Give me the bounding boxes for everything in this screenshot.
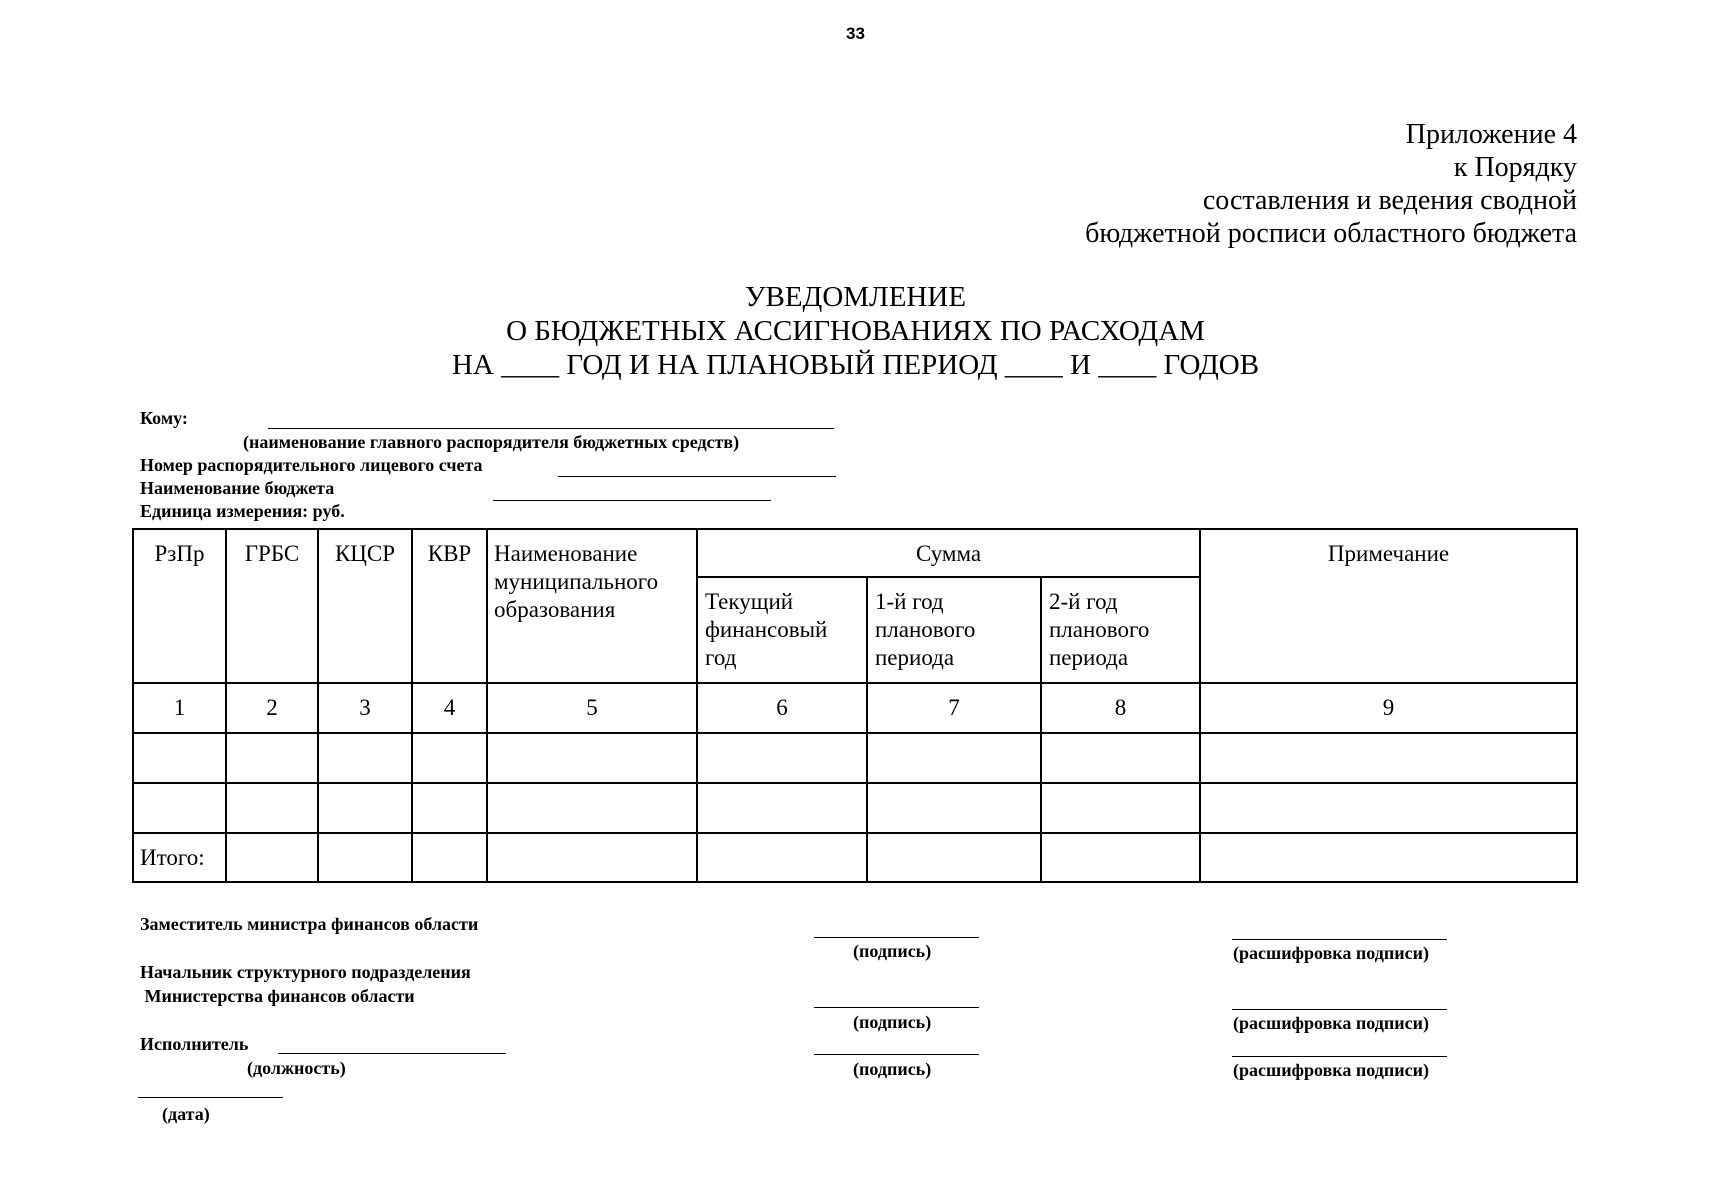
- account-field-line[interactable]: [558, 476, 836, 477]
- column-numbers-row: [133, 683, 1577, 733]
- column-number: 6: [697, 683, 867, 733]
- executor-label: Исполнитель: [140, 1034, 249, 1054]
- allocations-table: [132, 528, 1578, 883]
- column-number: 7: [867, 683, 1041, 733]
- signature-caption: (подпись): [853, 1012, 932, 1032]
- appendix-line-2: к Порядку: [1453, 152, 1577, 183]
- executor-position-line[interactable]: [278, 1053, 506, 1054]
- to-caption: (наименование главного распорядителя бюджетных средств): [243, 432, 740, 452]
- signature-decode-line[interactable]: [1232, 939, 1447, 940]
- page-number: 33: [846, 24, 865, 43]
- column-number: 1: [133, 683, 226, 733]
- appendix-header: [1085, 118, 1577, 250]
- header-second-plan-year: 2-й год планового периода: [1041, 577, 1200, 683]
- department-head-label-2: Министерства финансов области: [140, 986, 415, 1006]
- table-cell[interactable]: [697, 733, 867, 783]
- header-grbs: ГРБС: [226, 529, 318, 683]
- total-row: [133, 833, 1577, 882]
- column-number: 9: [1200, 683, 1577, 733]
- signature-line[interactable]: [814, 1007, 979, 1008]
- table-cell[interactable]: [1041, 733, 1200, 783]
- header-rzpr: РзПр: [133, 529, 226, 683]
- table-cell[interactable]: [226, 833, 318, 882]
- title-line-2: О БЮДЖЕТНЫХ АССИГНОВАНИЯХ ПО РАСХОДАМ: [506, 315, 1205, 347]
- appendix-line-4: бюджетной росписи областного бюджета: [1085, 218, 1577, 249]
- table-cell[interactable]: [226, 783, 318, 833]
- table-cell[interactable]: [412, 783, 487, 833]
- table-row: [133, 733, 1577, 783]
- table-cell[interactable]: [412, 833, 487, 882]
- total-label: Итого:: [133, 833, 226, 882]
- table-cell[interactable]: [226, 733, 318, 783]
- date-caption: (дата): [162, 1104, 210, 1124]
- unit-label: Единица измерения: руб.: [140, 501, 345, 521]
- table-cell[interactable]: [318, 733, 412, 783]
- to-field-line[interactable]: [268, 428, 834, 429]
- column-number: 4: [412, 683, 487, 733]
- table-cell[interactable]: [1041, 783, 1200, 833]
- header-row: [133, 529, 1577, 577]
- account-label: Номер распорядительного лицевого счета: [140, 455, 483, 475]
- table-row: [133, 783, 1577, 833]
- table-cell[interactable]: [867, 783, 1041, 833]
- deputy-minister-label: Заместитель министра финансов области: [140, 914, 479, 934]
- table-cell[interactable]: [697, 783, 867, 833]
- to-label: Кому:: [140, 408, 188, 428]
- appendix-line-1: Приложение 4: [1405, 119, 1577, 150]
- date-line[interactable]: [138, 1097, 283, 1098]
- document-title: [0, 280, 1711, 382]
- budget-field-line[interactable]: [493, 500, 771, 501]
- header-municipality: Наименование муниципального образования: [487, 529, 697, 683]
- column-number: 8: [1041, 683, 1200, 733]
- department-head-label-1: Начальник структурного подразделения: [140, 962, 471, 982]
- table-cell[interactable]: [412, 733, 487, 783]
- title-line-1: УВЕДОМЛЕНИЕ: [744, 281, 967, 313]
- signature-decode-line[interactable]: [1232, 1009, 1447, 1010]
- table-cell[interactable]: [697, 833, 867, 882]
- table-cell[interactable]: [867, 733, 1041, 783]
- header-note: Примечание: [1200, 529, 1577, 683]
- table-cell[interactable]: [133, 733, 226, 783]
- table-cell[interactable]: [1041, 833, 1200, 882]
- table-cell[interactable]: [487, 833, 697, 882]
- signature-line[interactable]: [814, 937, 979, 938]
- table-cell[interactable]: [1200, 783, 1577, 833]
- column-number: 3: [318, 683, 412, 733]
- signature-caption: (подпись): [853, 1059, 932, 1079]
- signature-decode-line[interactable]: [1232, 1056, 1447, 1057]
- column-number: 2: [226, 683, 318, 733]
- header-kvr: КВР: [412, 529, 487, 683]
- table-cell[interactable]: [133, 783, 226, 833]
- signature-caption: (подпись): [853, 941, 932, 961]
- table-cell[interactable]: [318, 833, 412, 882]
- table-cell[interactable]: [867, 833, 1041, 882]
- table-cell[interactable]: [318, 783, 412, 833]
- header-current-year: Текущий финансовый год: [697, 577, 867, 683]
- signature-line[interactable]: [814, 1054, 979, 1055]
- header-first-plan-year: 1-й год планового периода: [867, 577, 1041, 683]
- table-cell[interactable]: [487, 733, 697, 783]
- budget-label: Наименование бюджета: [140, 478, 335, 498]
- table-cell[interactable]: [487, 783, 697, 833]
- appendix-line-3: составления и ведения сводной: [1202, 185, 1577, 216]
- position-caption: (должность): [247, 1058, 346, 1078]
- table-cell[interactable]: [1200, 833, 1577, 882]
- column-number: 5: [487, 683, 697, 733]
- header-sum: Сумма: [697, 529, 1200, 577]
- title-line-3: НА ____ ГОД И НА ПЛАНОВЫЙ ПЕРИОД ____ И ____ ГОДОВ: [451, 349, 1260, 381]
- signature-decode-caption: (расшифровка подписи): [1233, 1060, 1429, 1080]
- signature-decode-caption: (расшифровка подписи): [1233, 1013, 1429, 1033]
- table-cell[interactable]: [1200, 733, 1577, 783]
- signature-decode-caption: (расшифровка подписи): [1233, 943, 1429, 963]
- header-kcsr: КЦСР: [318, 529, 412, 683]
